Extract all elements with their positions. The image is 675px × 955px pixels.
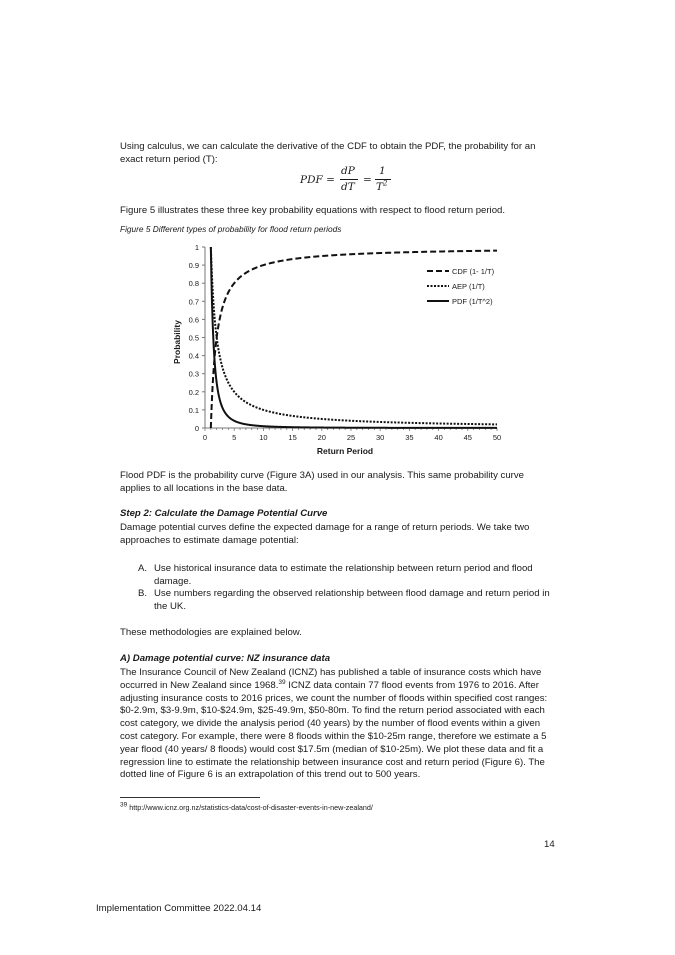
after-chart-paragraph: Flood PDF is the probability curve (Figure 3A) used in our analysis. This same probability curve applies to all locations in the base data. <box>120 470 525 494</box>
x-tick-label: 10 <box>259 433 268 442</box>
equation-equals: = <box>363 174 372 186</box>
y-tick-label: 1 <box>194 243 199 252</box>
figure-intro: Figure 5 illustrates these three key probability equations with respect to flood return period. <box>120 205 506 216</box>
y-tick-label: 0.2 <box>188 387 199 397</box>
list-marker: B. <box>138 588 148 599</box>
intro-paragraph: Using calculus, we can calculate the derivative of the CDF to obtain the PDF, the probability for an exact return period (T): <box>120 141 536 165</box>
x-tick-label: 25 <box>346 433 356 442</box>
x-axis-label: Return Period <box>316 446 374 456</box>
y-tick-label: 0 <box>194 424 199 433</box>
step2-heading: Step 2: Calculate the Damage Potential Curve <box>120 508 328 519</box>
list-text: Use numbers regarding the observed relationship between flood damage and return period in the UK. <box>154 588 550 612</box>
y-tick-label: 0.3 <box>188 369 199 379</box>
equation-den2: $T^2$ <box>376 179 388 193</box>
x-tick-label: 5 <box>232 433 237 442</box>
y-tick-label: 0.8 <box>188 279 199 289</box>
x-tick-label: 30 <box>376 433 385 442</box>
x-tick-label: 15 <box>288 433 297 442</box>
y-tick-label: 0.1 <box>188 405 199 415</box>
footnote-link[interactable]: http://www.icnz.org.nz/statistics-data/cost-of-disaster-events-in-new-zealand/ <box>127 803 373 812</box>
page-footer: Implementation Committee 2022.04.14 <box>96 903 262 914</box>
footnote-number: 39 <box>120 801 128 809</box>
equation-den1: dT <box>341 181 355 193</box>
section-a-heading: A) Damage potential curve: NZ insurance data <box>120 653 331 664</box>
probability-chart <box>165 238 510 460</box>
legend-label: PDF (1/T^2) <box>452 297 493 306</box>
equation-lhs: PDF = <box>300 174 335 186</box>
legend-label: CDF (1- 1/T) <box>452 267 495 276</box>
legend-label: AEP (1/T) <box>452 282 485 291</box>
equation-num2: 1 <box>379 165 386 177</box>
pdf-equation <box>300 165 420 195</box>
y-tick-label: 0.4 <box>188 351 199 361</box>
series-line-dashed <box>211 251 497 428</box>
x-tick-label: 50 <box>492 433 502 442</box>
section-a-paragraph: The Insurance Council of New Zealand (ICNZ) has published a table of insurance costs which have occurred in New Zealand since 1968.39 ICNZ data contain 77 flood events from 1976 to 2016. After adjusting insurance costs to 2016 prices, we count the number of floods within specified cost ranges: $0-2.9m, $3-9.9m, $10-$24.9m, $25-49.9m, $50-80m. To find the return period associated with each cost category, we divide the analysis period (40 years) by the number of flood events within a given cost category. For example, there were 8 floods within the $10-25m range, therefore we estimate a 5 year flood (40 years/ 8 floods) would cost $17.5m (median of $10-25m). We plot these data and fit a regression line to estimate the relationship between insurance cost and return period (Figure 6). The dotted line of Figure 6 is an extrapolation of this trend out to 500 years. <box>120 667 548 781</box>
y-tick-label: 0.9 <box>188 261 199 271</box>
step2-closing: These methodologies are explained below. <box>120 627 302 638</box>
footnote-divider <box>120 797 260 798</box>
y-axis-label: Probability <box>172 320 182 364</box>
x-tick-label: 0 <box>202 433 208 442</box>
x-tick-label: 20 <box>317 433 326 442</box>
list-text: Use historical insurance data to estimate the relationship between return period and flood damage. <box>154 563 533 587</box>
equation-num1: dP <box>341 165 355 177</box>
step2-paragraph: Damage potential curves define the expected damage for a range of return periods. We take two approaches to estimate damage potential: <box>120 522 530 546</box>
footnote <box>120 803 373 812</box>
y-tick-label: 0.7 <box>188 297 199 307</box>
list-marker: A. <box>138 563 148 574</box>
y-tick-label: 0.6 <box>188 315 199 325</box>
x-tick-label: 40 <box>434 433 443 442</box>
footnote-ref: 39 <box>278 678 286 686</box>
x-tick-label: 35 <box>405 433 414 442</box>
y-tick-label: 0.5 <box>188 333 199 343</box>
x-tick-label: 45 <box>463 433 472 442</box>
page-number: 14 <box>544 839 555 850</box>
figure-caption: Figure 5 Different types of probability for flood return periods <box>120 224 342 234</box>
fraction-bar <box>340 179 358 180</box>
